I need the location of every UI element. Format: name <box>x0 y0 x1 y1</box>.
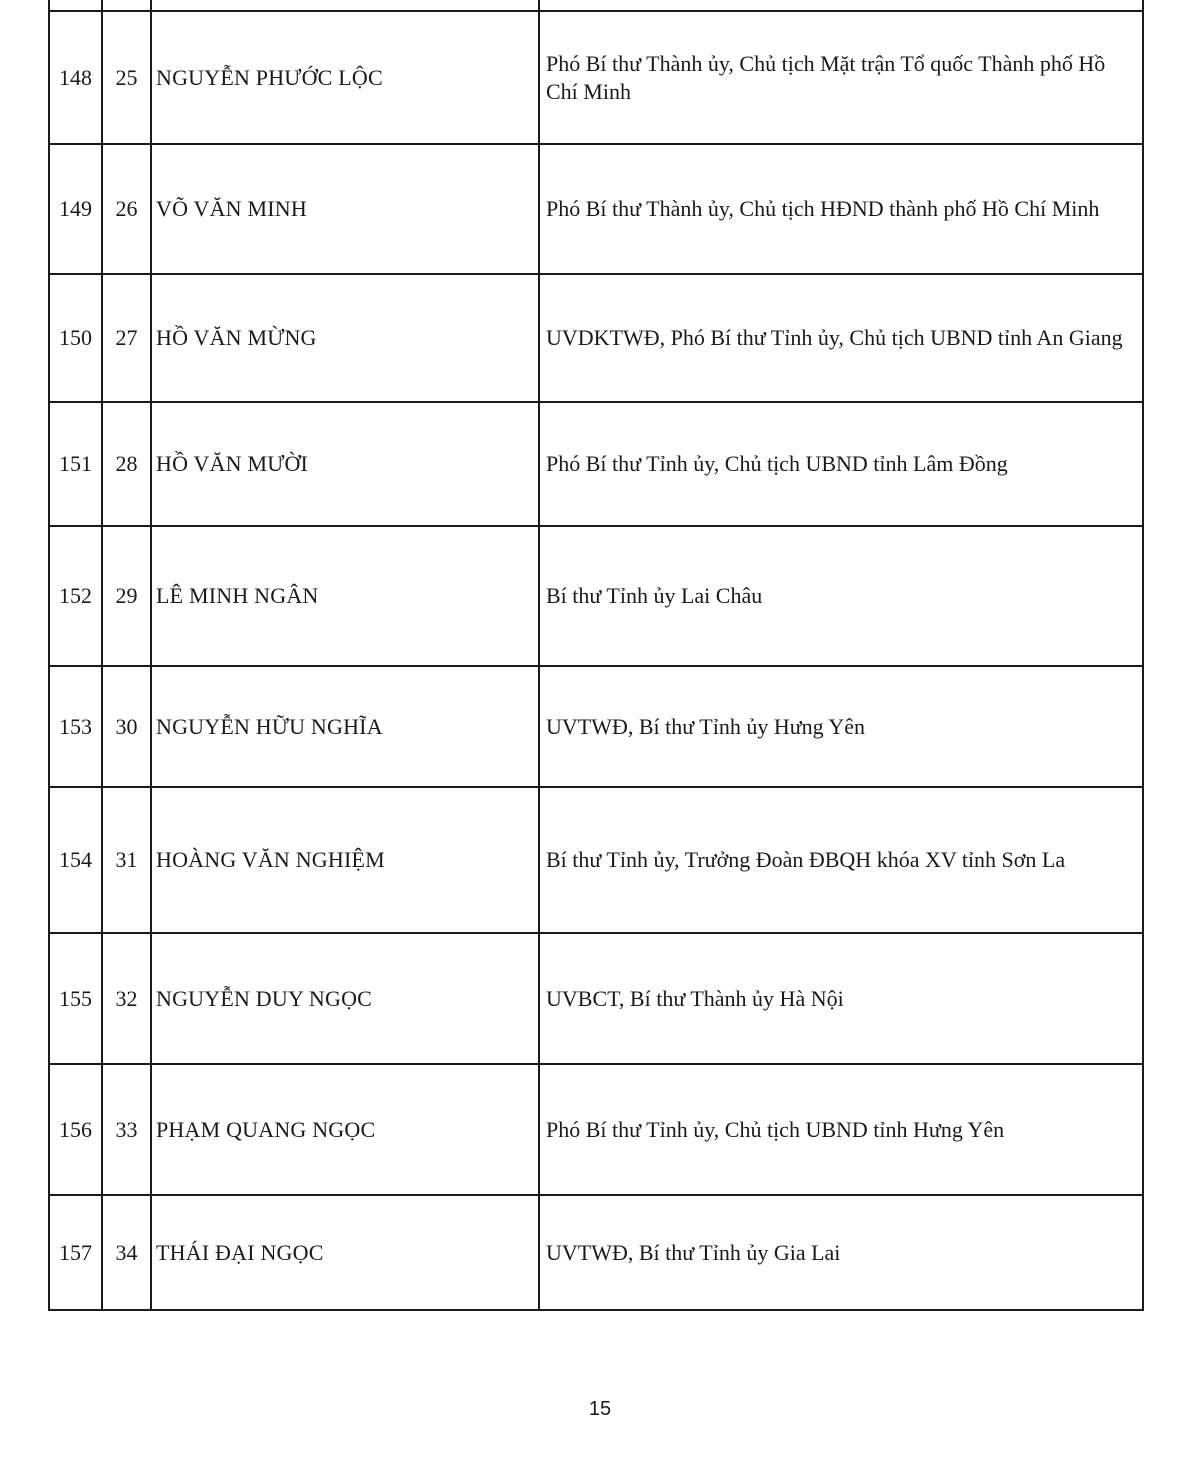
table-row <box>49 274 1143 402</box>
name-cell: LÊ MINH NGÂN <box>151 526 539 666</box>
stt-cell: 156 <box>49 1064 102 1195</box>
sub-stt-cell: 31 <box>102 787 151 933</box>
sub-stt-cell: 28 <box>102 402 151 526</box>
name-cell: NGUYỄN PHƯỚC LỘC <box>151 11 539 144</box>
stt-cell: 153 <box>49 666 102 787</box>
table-row <box>49 526 1143 666</box>
sub-stt-cell: 25 <box>102 11 151 144</box>
name-cell: PHẠM QUANG NGỌC <box>151 1064 539 1195</box>
page-number: 15 <box>588 1398 612 1420</box>
candidate-table <box>48 0 1144 1311</box>
stt-cell: 154 <box>49 787 102 933</box>
name-cell: THÁI ĐẠI NGỌC <box>151 1195 539 1310</box>
name-cell: HOÀNG VĂN NGHIỆM <box>151 787 539 933</box>
position-cell: Phó Bí thư Tỉnh ủy, Chủ tịch UBND tỉnh Hưng Yên <box>539 1064 1143 1195</box>
table-row <box>49 787 1143 933</box>
stt-cell: 152 <box>49 526 102 666</box>
sub-stt-cell: 29 <box>102 526 151 666</box>
sub-stt-cell: 33 <box>102 1064 151 1195</box>
stt-cell: 149 <box>49 144 102 274</box>
position-cell: Phó Bí thư Tỉnh ủy, Chủ tịch UBND tỉnh Lâm Đồng <box>539 402 1143 526</box>
position-cell: UVTWĐ, Bí thư Tỉnh ủy Gia Lai <box>539 1195 1143 1310</box>
position-cell: UVDKTWĐ, Phó Bí thư Tỉnh ủy, Chủ tịch UBND tỉnh An Giang <box>539 274 1143 402</box>
name-cell: HỒ VĂN MỪNG <box>151 274 539 402</box>
table-row <box>49 144 1143 274</box>
position-cell: Bí thư Tỉnh ủy, Trưởng Đoàn ĐBQH khóa XV tỉnh Sơn La <box>539 787 1143 933</box>
table-row <box>49 402 1143 526</box>
position-cell: Phó Bí thư Thành ủy, Chủ tịch HĐND thành phố Hồ Chí Minh <box>539 144 1143 274</box>
stt-cell: 150 <box>49 274 102 402</box>
stt-cell: 148 <box>49 11 102 144</box>
name-cell: HỒ VĂN MƯỜI <box>151 402 539 526</box>
table-row <box>49 1195 1143 1310</box>
stt-cell: 155 <box>49 933 102 1064</box>
stt-cell: 157 <box>49 1195 102 1310</box>
sub-stt-cell: 32 <box>102 933 151 1064</box>
sub-stt-cell: 27 <box>102 274 151 402</box>
name-cell: NGUYỄN HỮU NGHĨA <box>151 666 539 787</box>
sub-stt-cell: 34 <box>102 1195 151 1310</box>
sub-stt-cell: 26 <box>102 144 151 274</box>
position-cell: Phó Bí thư Thành ủy, Chủ tịch Mặt trận Tổ quốc Thành phố Hồ Chí Minh <box>539 11 1143 144</box>
table-row-top-strip <box>49 0 1143 11</box>
position-cell: UVTWĐ, Bí thư Tỉnh ủy Hưng Yên <box>539 666 1143 787</box>
table-row <box>49 666 1143 787</box>
stt-cell: 151 <box>49 402 102 526</box>
table-row <box>49 11 1143 144</box>
name-cell: NGUYỄN DUY NGỌC <box>151 933 539 1064</box>
name-cell: VÕ VĂN MINH <box>151 144 539 274</box>
position-cell: UVBCT, Bí thư Thành ủy Hà Nội <box>539 933 1143 1064</box>
position-cell: Bí thư Tỉnh ủy Lai Châu <box>539 526 1143 666</box>
table-row <box>49 933 1143 1064</box>
table-row <box>49 1064 1143 1195</box>
sub-stt-cell: 30 <box>102 666 151 787</box>
